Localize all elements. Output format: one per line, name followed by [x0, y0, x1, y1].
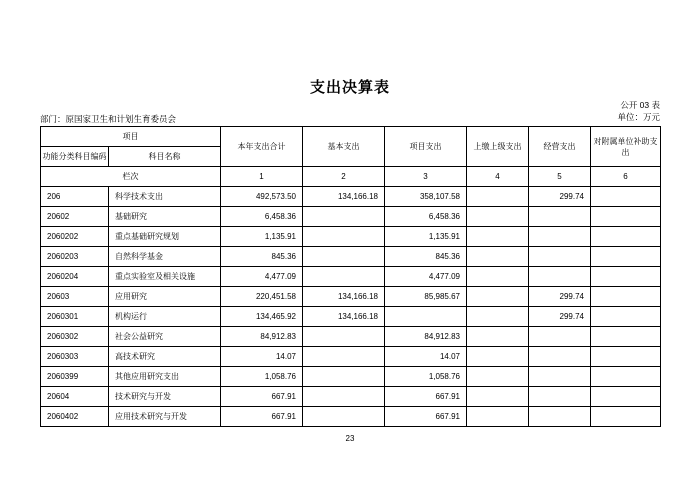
row-project: 85,985.67 — [385, 287, 467, 307]
row-project: 4,477.09 — [385, 267, 467, 287]
row-operating — [529, 347, 591, 367]
row-subsidy — [591, 267, 661, 287]
row-upper — [467, 247, 529, 267]
row-project: 14.07 — [385, 347, 467, 367]
table-row — [41, 347, 661, 367]
row-upper — [467, 187, 529, 207]
row-operating — [529, 247, 591, 267]
table-row — [41, 387, 661, 407]
row-operating — [529, 407, 591, 427]
row-subsidy — [591, 287, 661, 307]
row-upper — [467, 307, 529, 327]
row-basic: 134,166.18 — [303, 307, 385, 327]
row-upper — [467, 207, 529, 227]
row-project: 6,458.36 — [385, 207, 467, 227]
row-subsidy — [591, 387, 661, 407]
row-total: 492,573.50 — [221, 187, 303, 207]
row-total: 1,135.91 — [221, 227, 303, 247]
column-index-4: 4 — [467, 167, 529, 187]
header-subject-name: 科目名称 — [109, 147, 221, 167]
row-basic — [303, 387, 385, 407]
row-basic — [303, 207, 385, 227]
table-row — [41, 207, 661, 227]
row-basic — [303, 227, 385, 247]
row-name: 社会公益研究 — [109, 327, 221, 347]
row-operating — [529, 227, 591, 247]
row-basic: 134,166.18 — [303, 287, 385, 307]
row-operating — [529, 387, 591, 407]
row-project: 358,107.58 — [385, 187, 467, 207]
row-operating — [529, 267, 591, 287]
row-operating — [529, 327, 591, 347]
row-project: 84,912.83 — [385, 327, 467, 347]
row-operating: 299.74 — [529, 187, 591, 207]
row-name: 技术研究与开发 — [109, 387, 221, 407]
row-basic — [303, 347, 385, 367]
table-row — [41, 227, 661, 247]
unit-note: 单位：万元 — [617, 112, 660, 122]
header-project: 项目支出 — [385, 127, 467, 167]
row-upper — [467, 287, 529, 307]
row-project: 1,135.91 — [385, 227, 467, 247]
row-code: 2060399 — [41, 367, 109, 387]
table-row — [41, 247, 661, 267]
table-row — [41, 407, 661, 427]
column-index-5: 5 — [529, 167, 591, 187]
column-index-label: 栏次 — [41, 167, 221, 187]
row-project — [385, 307, 467, 327]
table-row — [41, 287, 661, 307]
column-index-1: 1 — [221, 167, 303, 187]
row-name: 其他应用研究支出 — [109, 367, 221, 387]
row-name: 自然科学基金 — [109, 247, 221, 267]
row-subsidy — [591, 207, 661, 227]
header-subsidy: 对附属单位补助支出 — [591, 127, 661, 167]
row-total: 667.91 — [221, 387, 303, 407]
column-index-3: 3 — [385, 167, 467, 187]
header-basic: 基本支出 — [303, 127, 385, 167]
row-code: 2060203 — [41, 247, 109, 267]
row-code: 2060302 — [41, 327, 109, 347]
row-subsidy — [591, 347, 661, 367]
table-row — [41, 187, 661, 207]
row-code: 2060402 — [41, 407, 109, 427]
row-code: 2060301 — [41, 307, 109, 327]
table-row — [41, 327, 661, 347]
row-basic — [303, 247, 385, 267]
row-basic — [303, 367, 385, 387]
row-total: 667.91 — [221, 407, 303, 427]
row-subsidy — [591, 307, 661, 327]
row-name: 机构运行 — [109, 307, 221, 327]
table-row — [41, 367, 661, 387]
row-basic — [303, 407, 385, 427]
row-total: 84,912.83 — [221, 327, 303, 347]
row-upper — [467, 227, 529, 247]
row-subsidy — [591, 247, 661, 267]
row-name: 重点基础研究规划 — [109, 227, 221, 247]
header-upper: 上缴上级支出 — [467, 127, 529, 167]
header-total: 本年支出合计 — [221, 127, 303, 167]
row-name: 应用研究 — [109, 287, 221, 307]
row-code: 20602 — [41, 207, 109, 227]
row-subsidy — [591, 367, 661, 387]
row-name: 应用技术研究与开发 — [109, 407, 221, 427]
row-total: 14.07 — [221, 347, 303, 367]
header-group-item: 项目 — [41, 127, 221, 147]
row-name: 基础研究 — [109, 207, 221, 227]
row-upper — [467, 347, 529, 367]
column-index-2: 2 — [303, 167, 385, 187]
row-upper — [467, 387, 529, 407]
row-code: 20603 — [41, 287, 109, 307]
row-upper — [467, 327, 529, 347]
row-basic — [303, 327, 385, 347]
row-basic — [303, 267, 385, 287]
table-header-row-1 — [41, 127, 661, 147]
row-upper — [467, 407, 529, 427]
table-row — [41, 307, 661, 327]
row-project: 667.91 — [385, 387, 467, 407]
row-upper — [467, 267, 529, 287]
row-code: 206 — [41, 187, 109, 207]
row-basic: 134,166.18 — [303, 187, 385, 207]
row-operating — [529, 207, 591, 227]
row-operating — [529, 367, 591, 387]
row-name: 科学技术支出 — [109, 187, 221, 207]
row-total: 4,477.09 — [221, 267, 303, 287]
expenditure-table — [40, 126, 661, 427]
table-column-index-row — [41, 167, 661, 187]
row-code: 2060204 — [41, 267, 109, 287]
row-code: 2060303 — [41, 347, 109, 367]
row-name: 高技术研究 — [109, 347, 221, 367]
row-code: 2060202 — [41, 227, 109, 247]
row-project: 667.91 — [385, 407, 467, 427]
department-line: 部门：原国家卫生和计划生育委员会 — [40, 114, 177, 124]
header-operating: 经营支出 — [529, 127, 591, 167]
row-code: 20604 — [41, 387, 109, 407]
header-code: 功能分类科目编码 — [41, 147, 109, 167]
row-total: 6,458.36 — [221, 207, 303, 227]
row-total: 220,451.58 — [221, 287, 303, 307]
row-name: 重点实验室及相关设施 — [109, 267, 221, 287]
column-index-6: 6 — [591, 167, 661, 187]
page-number: 23 — [345, 434, 355, 443]
row-subsidy — [591, 187, 661, 207]
row-total: 1,058.76 — [221, 367, 303, 387]
row-subsidy — [591, 227, 661, 247]
page-title: 支出决算表 — [309, 79, 390, 96]
row-upper — [467, 367, 529, 387]
row-subsidy — [591, 407, 661, 427]
public-form-number: 公开 03 表 — [620, 100, 660, 110]
row-project: 1,058.76 — [385, 367, 467, 387]
row-total: 134,465.92 — [221, 307, 303, 327]
row-operating: 299.74 — [529, 287, 591, 307]
row-total: 845.36 — [221, 247, 303, 267]
row-subsidy — [591, 327, 661, 347]
table-row — [41, 267, 661, 287]
row-operating: 299.74 — [529, 307, 591, 327]
row-project: 845.36 — [385, 247, 467, 267]
